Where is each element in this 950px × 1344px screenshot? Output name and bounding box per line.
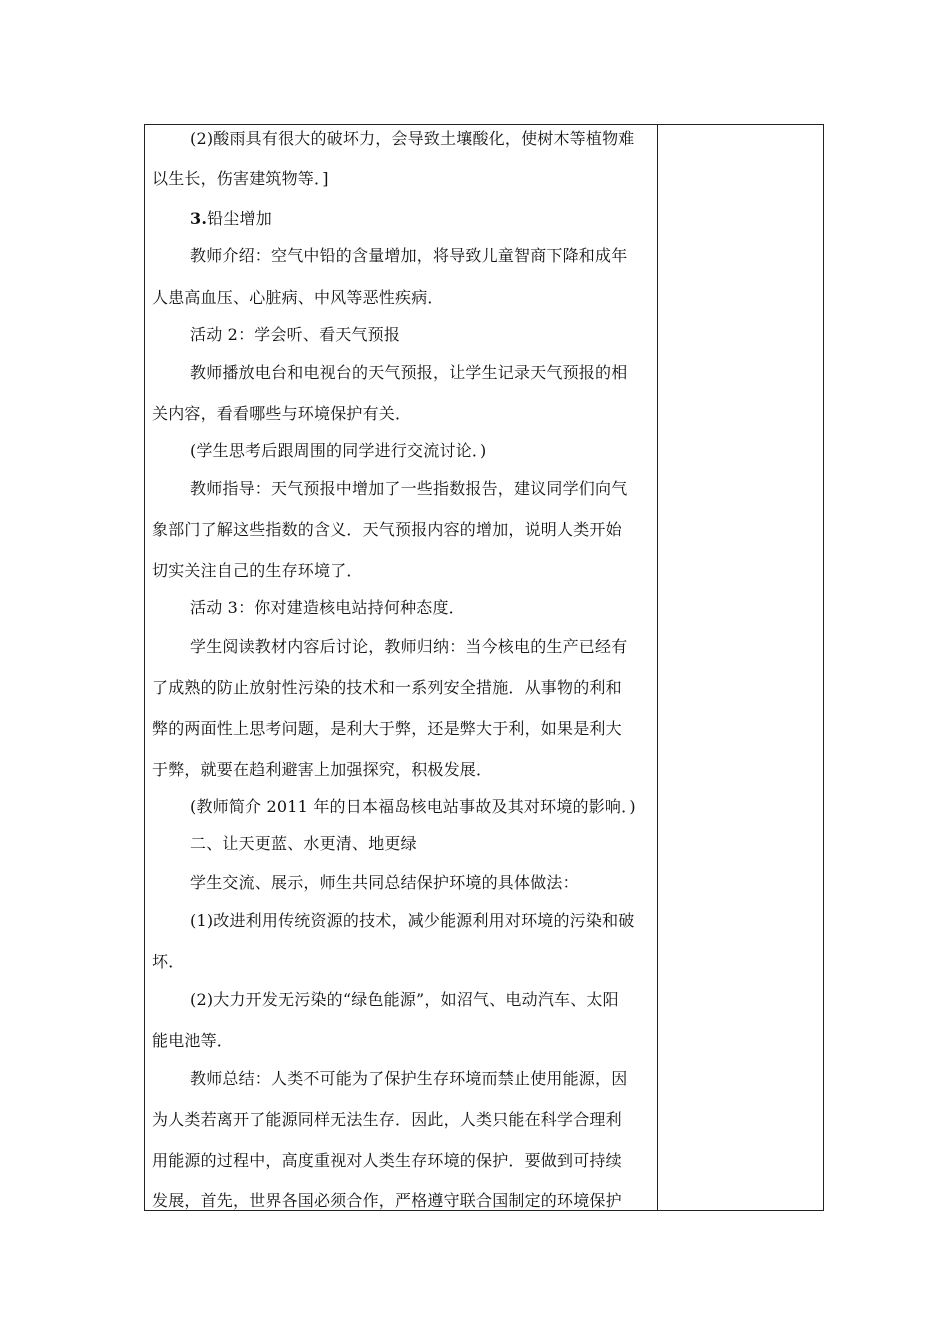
text-line: 发展，首先，世界各国必须合作，严格遵守联合国制定的环境保护 [152,1191,622,1210]
text-line: (1)改进利用传统资源的技术，减少能源利用对环境的污染和破 [190,911,635,930]
section-number: 3. [190,209,208,228]
text-line: 以生长，伤害建筑物等．] [152,169,329,188]
text-line: 坏． [152,952,185,971]
text-line: 教师指导：天气预报中增加了一些指数报告，建议同学们向气 [190,479,628,498]
text-line: 切实关注自己的生存环境了． [152,561,363,580]
notes-cell [658,125,823,1210]
text-line: 学生阅读教材内容后讨论，教师归纳：当今核电的生产已经有 [190,637,628,656]
text-line: 学生交流、展示，师生共同总结保护环境的具体做法： [190,873,579,892]
text-line: 二、让天更蓝、水更清、地更绿 [190,834,417,853]
text-line: 教师总结：人类不可能为了保护生存环境而禁止使用能源，因 [190,1069,628,1088]
text-line: 活动 2：学会听、看天气预报 [190,325,401,344]
text-line: 于弊，就要在趋利避害上加强探究，积极发展． [152,760,493,779]
text-line: 了成熟的防止放射性污染的技术和一系列安全措施．从事物的利和 [152,678,622,697]
text-line: 能电池等． [152,1031,234,1050]
text-line: (学生思考后跟周围的同学进行交流讨论．) [190,441,487,460]
section-title: 铅尘增加 [207,209,272,228]
text-line: 教师介绍：空气中铅的含量增加，将导致儿童智商下降和成年 [190,246,628,265]
text-line: (2)酸雨具有很大的破坏力，会导致土壤酸化，使树木等植物难 [190,129,635,148]
lesson-table [144,124,824,1211]
text-line: 用能源的过程中，高度重视对人类生存环境的保护．要做到可持续 [152,1151,622,1170]
text-line: 为人类若离开了能源同样无法生存．因此，人类只能在科学合理利 [152,1110,622,1129]
text-line: 象部门了解这些指数的含义．天气预报内容的增加，说明人类开始 [152,520,622,539]
text-line: 人患高血压、心脏病、中风等恶性疾病． [152,288,444,307]
text-line: 教师播放电台和电视台的天气预报，让学生记录天气预报的相 [190,363,628,382]
lesson-content-cell [145,125,657,1210]
text-line: (教师简介 2011 年的日本福岛核电站事故及其对环境的影响．) [190,797,636,816]
text-line: 关内容，看看哪些与环境保护有关． [152,404,412,423]
text-line: 活动 3：你对建造核电站持何种态度． [190,598,465,617]
text-line: (2)大力开发无污染的“绿色能源”，如沼气、电动汽车、太阳 [190,990,619,1009]
text-line: 弊的两面性上思考问题，是利大于弊，还是弊大于利，如果是利大 [152,719,622,738]
text-line [190,209,272,229]
